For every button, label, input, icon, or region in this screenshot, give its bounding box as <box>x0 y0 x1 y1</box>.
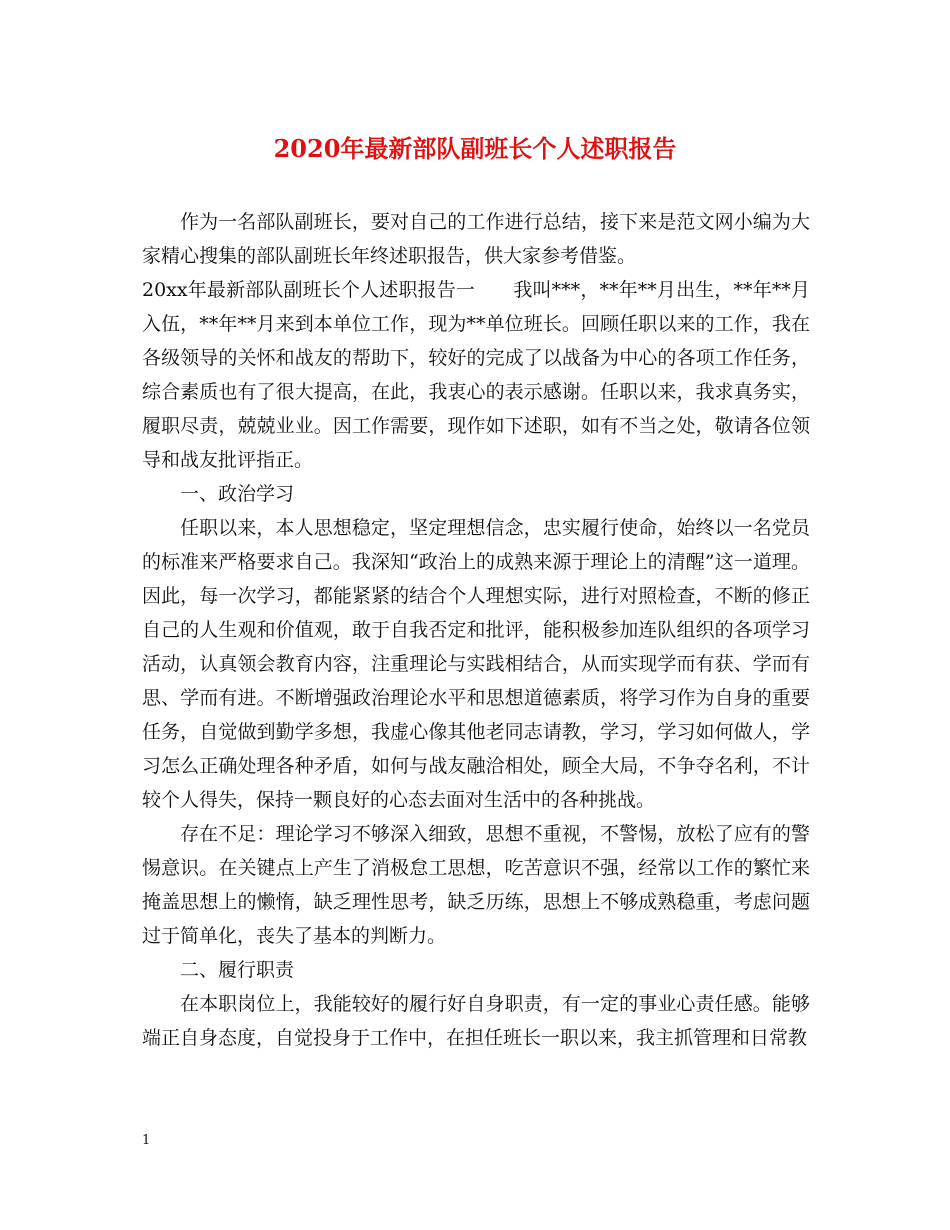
document-title: 2020年最新部队副班长个人述职报告 <box>273 134 677 163</box>
political-study-paragraph: 任职以来，本人思想稳定，坚定理想信念，忠实履行使命，始终以一名党员的标准来严格要求自己。我深知“政治上的成熟来源于理论上的清醒”这一道理。因此，每一次学习，都能紧紧的结合个人理想实际，进行对照检查，不断的修正自己的人生观和价值观，敢于自我否定和批评，能积极参加连队组织的各项学习活动，认真领会教育内容，注重理论与实践相结合，从而实现学而有获、学而有思、学而有进。不断增强政治理论水平和思想道德素质，将学习作为自身的重要任务，自觉做到勤学多想，我虚心像其他老同志请教，学习，学习如何做人，学习怎么正确处理各种矛盾，如何与战友融洽相处，顾全大局，不争夺名利，不计较个人得失，保持一颗良好的心态去面对生活中的各种挑战。 <box>142 517 810 811</box>
page-number: 1 <box>142 1133 151 1148</box>
section-heading-duties: 二、履行职责 <box>180 959 295 981</box>
shortcomings-paragraph: 存在不足：理论学习不够深入细致，思想不重视，不警惕，放松了应有的警惕意识。在关键点上产生了消极怠工思想，吃苦意识不强，经常以工作的繁忙来掩盖思想上的懒惰，缺乏理性思考，缺乏历练，思想上不够成熟稳重，考虑问题过于简单化，丧失了基本的判断力。 <box>142 823 810 947</box>
section-heading-political-study: 一、政治学习 <box>180 483 295 505</box>
duties-paragraph: 在本职岗位上，我能较好的履行好自身职责，有一定的事业心责任感。能够端正自身态度，自觉投身于工作中，在担任班长一职以来，我主抓管理和日常教 <box>142 993 810 1049</box>
document-body <box>142 205 810 1055</box>
report-opening-paragraph: 20xx年最新部队副班长个人述职报告一 我叫***，**年**月出生，**年**月入伍，**年**月来到本单位工作，现为**单位班长。回顾任职以来的工作，我在各级领导的关怀和战友的帮助下，较好的完成了以战备为中心的各项工作任务，综合素质也有了很大提高，在此，我衷心的表示感谢。任职以来，我求真务实，履职尽责，兢兢业业。因工作需要，现作如下述职，如有不当之处，敬请各位领导和战友批评指正。 <box>142 279 810 471</box>
intro-paragraph: 作为一名部队副班长，要对自己的工作进行总结，接下来是范文网小编为大家精心搜集的部队副班长年终述职报告，供大家参考借鉴。 <box>142 211 810 267</box>
